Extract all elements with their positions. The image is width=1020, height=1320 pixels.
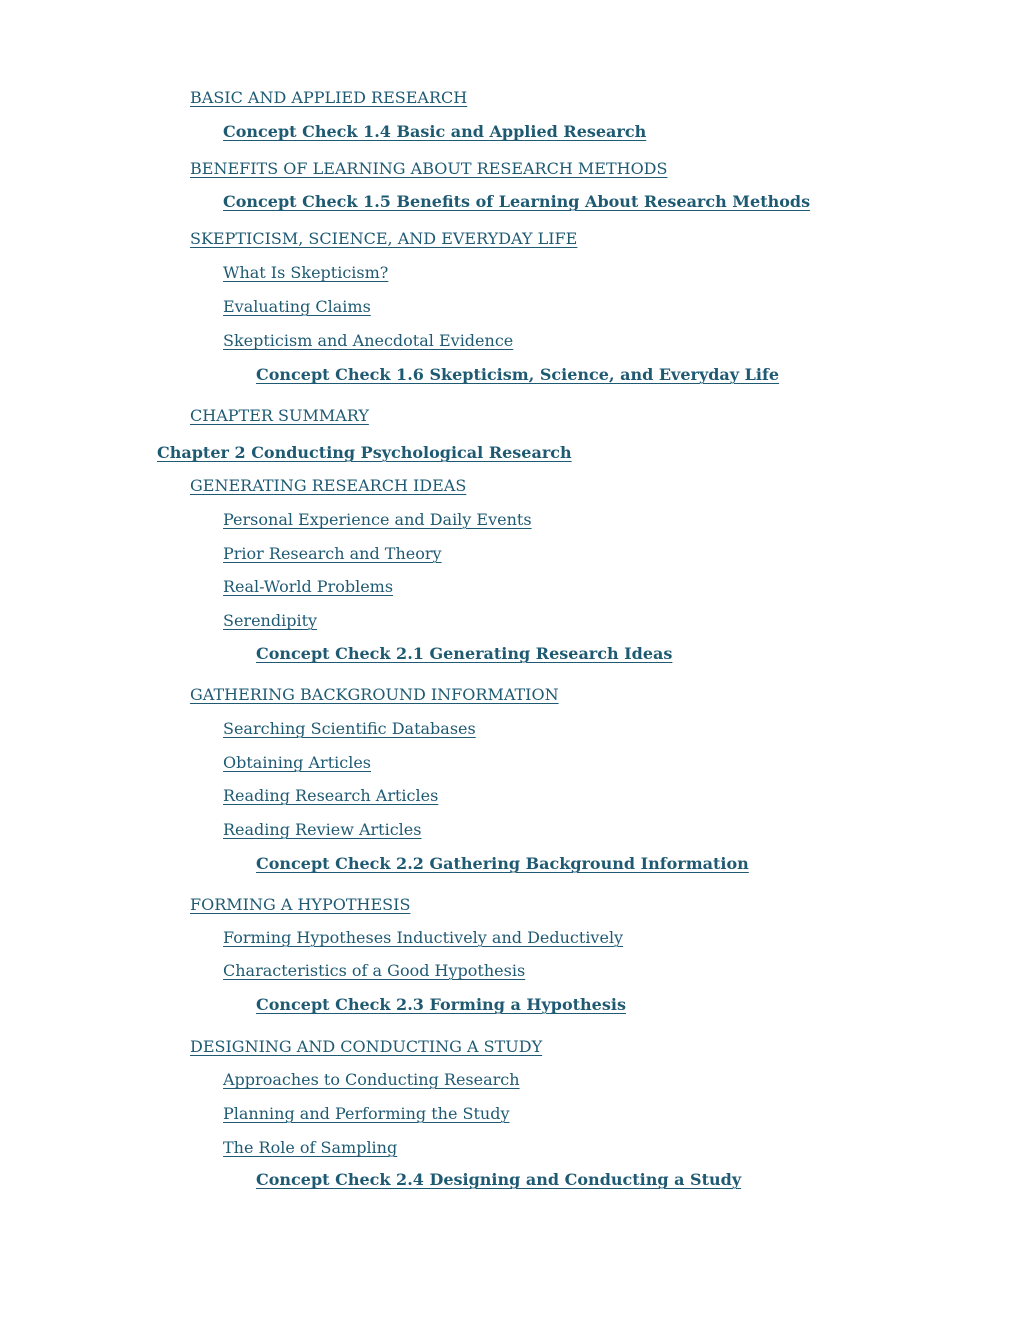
toc-link-personal-experience-and-daily-events[interactable]: Personal Experience and Daily Events [223,510,532,529]
toc-link-serendipity[interactable]: Serendipity [223,611,318,630]
toc-link-approaches-to-conducting-research[interactable]: Approaches to Conducting Research [223,1070,520,1089]
toc-link-concept-check-2-2-gathering-background-information[interactable]: Concept Check 2.2 Gathering Background Information [256,854,749,873]
toc-link-skepticism-science-and-everyday-life[interactable]: SKEPTICISM, SCIENCE, AND EVERYDAY LIFE [190,229,578,248]
toc-link-reading-research-articles[interactable]: Reading Research Articles [223,786,439,805]
toc-link-reading-review-articles[interactable]: Reading Review Articles [223,820,422,839]
toc-link-benefits-of-learning-about-research-methods[interactable]: BENEFITS OF LEARNING ABOUT RESEARCH METHODS [190,159,668,178]
toc-link-forming-hypotheses-inductively-and-deductively[interactable]: Forming Hypotheses Inductively and Deductively [223,928,624,947]
toc-link-the-role-of-sampling[interactable]: The Role of Sampling [223,1138,398,1157]
toc-link-characteristics-of-a-good-hypothesis[interactable]: Characteristics of a Good Hypothesis [223,961,526,980]
toc-link-basic-and-applied-research[interactable]: BASIC AND APPLIED RESEARCH [190,88,468,107]
toc-link-prior-research-and-theory[interactable]: Prior Research and Theory [223,544,442,563]
toc-link-planning-and-performing-the-study[interactable]: Planning and Performing the Study [223,1104,510,1123]
toc-link-concept-check-1-4-basic-and-applied-research[interactable]: Concept Check 1.4 Basic and Applied Research [223,122,647,141]
toc-link-designing-and-conducting-a-study[interactable]: DESIGNING AND CONDUCTING A STUDY [190,1037,543,1056]
toc-link-evaluating-claims[interactable]: Evaluating Claims [223,297,371,316]
toc-link-chapter-summary[interactable]: CHAPTER SUMMARY [190,406,369,425]
toc-link-obtaining-articles[interactable]: Obtaining Articles [223,753,372,772]
toc-link-concept-check-2-1-generating-research-ideas[interactable]: Concept Check 2.1 Generating Research Ideas [256,644,673,663]
toc-link-forming-a-hypothesis[interactable]: FORMING A HYPOTHESIS [190,895,411,914]
toc-link-gathering-background-information[interactable]: GATHERING BACKGROUND INFORMATION [190,685,559,704]
toc-link-concept-check-2-3-forming-a-hypothesis[interactable]: Concept Check 2.3 Forming a Hypothesis [256,995,626,1014]
toc-link-concept-check-1-6-skepticism-science-and-everyday-life[interactable]: Concept Check 1.6 Skepticism, Science, and Everyday Life [256,365,780,384]
toc-link-generating-research-ideas[interactable]: GENERATING RESEARCH IDEAS [190,476,467,495]
toc-link-skepticism-and-anecdotal-evidence[interactable]: Skepticism and Anecdotal Evidence [223,331,514,350]
toc-link-searching-scientific-databases[interactable]: Searching Scientific Databases [223,719,476,738]
toc-link-concept-check-1-5-benefits-of-learning-about-research-methods[interactable]: Concept Check 1.5 Benefits of Learning About Research Methods [223,192,811,211]
toc-link-chapter-2-conducting-psychological-research[interactable]: Chapter 2 Conducting Psychological Research [157,443,572,462]
toc-link-real-world-problems[interactable]: Real-World Problems [223,577,394,596]
toc-link-what-is-skepticism[interactable]: What Is Skepticism? [223,263,389,282]
toc-link-concept-check-2-4-designing-and-conducting-a-study[interactable]: Concept Check 2.4 Designing and Conducting a Study [256,1170,742,1189]
